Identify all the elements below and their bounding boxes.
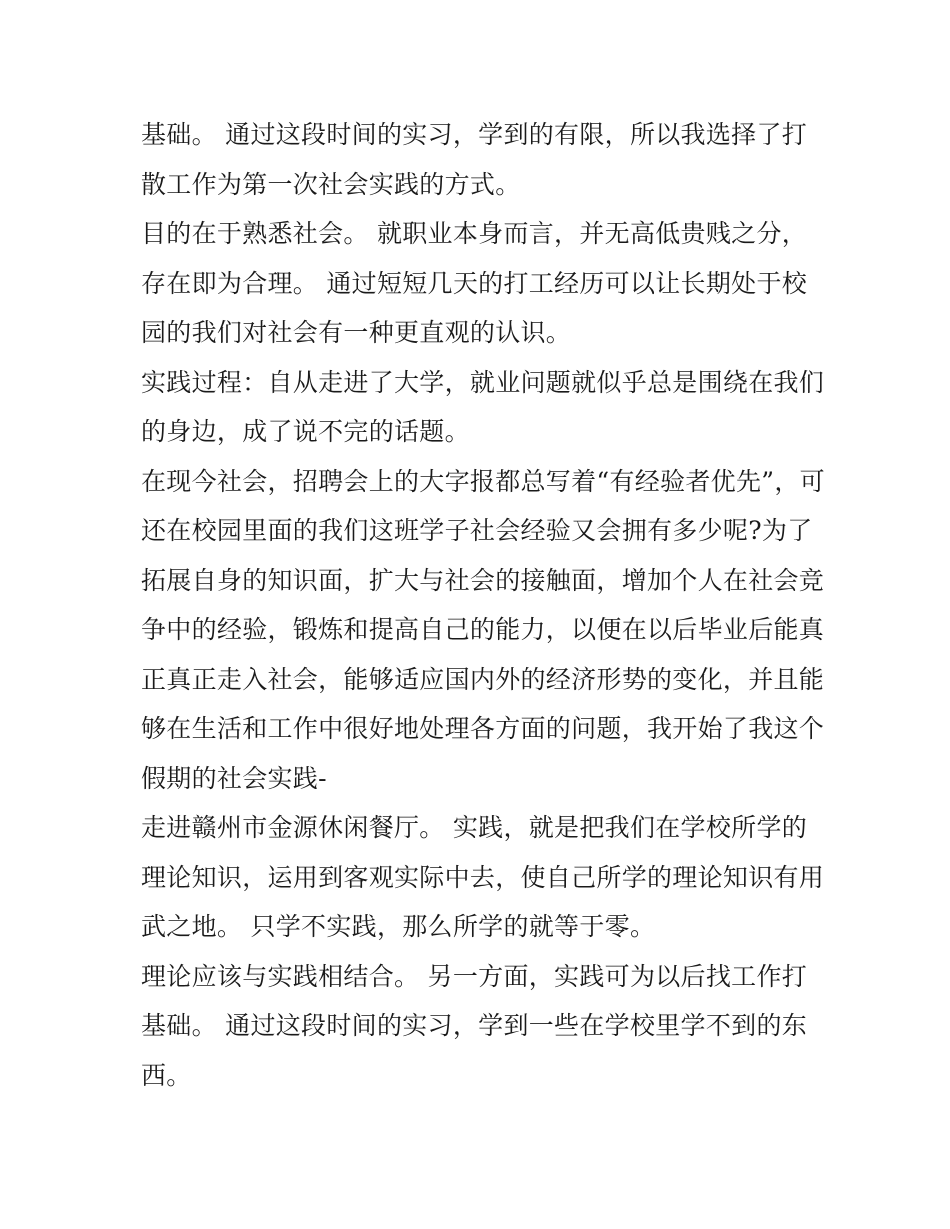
text-line: 园的我们对社会有一种更直观的认识。	[141, 318, 572, 347]
text-line: 实践过程：自从走进了大学，就业问题就似乎总是围绕在我们	[141, 367, 825, 397]
text-line: 走进赣州市金源休闲餐厅。 实践，就是把我们在学校所学的	[141, 813, 808, 842]
text-line: 假期的社会实践-	[141, 763, 327, 793]
text-line: 正真正走入社会，能够适应国内外的经济形势的变化，并且能	[141, 664, 825, 694]
text-line: 够在生活和工作中很好地处理各方面的问题，我开始了我这个	[141, 714, 825, 743]
text-line: 存在即为合理。 通过短短几天的打工经历可以让长期处于校	[141, 268, 808, 298]
text-line: 理论知识，运用到客观实际中去，使自己所学的理论知识有用	[141, 862, 825, 892]
text-line: 基础。 通过这段时间的实习，学到的有限，所以我选择了打	[141, 120, 808, 149]
text-line: 争中的经验，锻炼和提高自己的能力，以便在以后毕业后能真	[141, 615, 825, 644]
text-line: 目的在于熟悉社会。 就职业本身而言，并无高低贵贱之分，	[141, 219, 808, 248]
text-line: 理论应该与实践相结合。 另一方面，实践可为以后找工作打	[141, 961, 808, 991]
text-line: 散工作为第一次社会实践的方式。	[141, 169, 521, 199]
text-line: 西。	[141, 1060, 192, 1090]
text-line: 在现今社会，招聘会上的大字报都总写着“有经验者优先”，可	[141, 466, 825, 496]
document-body	[141, 110, 825, 1100]
text-line: 还在校园里面的我们这班学子社会经验又会拥有多少呢?为了	[141, 516, 813, 545]
text-line: 基础。 通过这段时间的实习，学到一些在学校里学不到的东	[141, 1011, 808, 1040]
text-line: 武之地。 只学不实践，那么所学的就等于零。	[141, 912, 656, 941]
text-line: 的身边，成了说不完的话题。	[141, 417, 470, 446]
text-line: 拓展自身的知识面，扩大与社会的接触面，增加个人在社会竞	[141, 565, 825, 595]
